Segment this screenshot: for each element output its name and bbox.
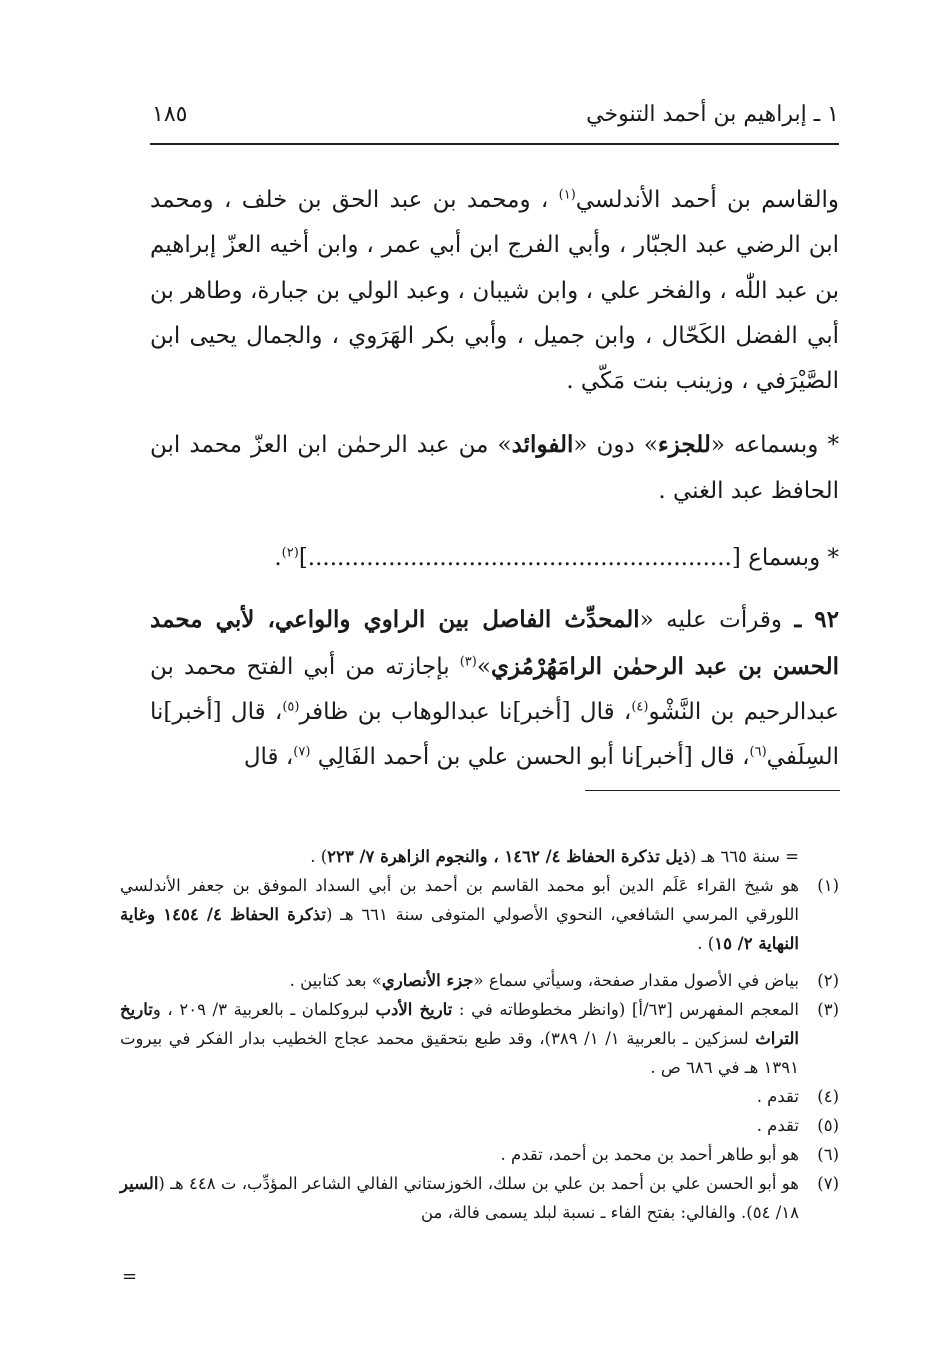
text-run: ١٨/ ٥٤). والفالي: بفتح الفاء ـ نسبة لبلد يسمى فالة، من — [421, 1203, 799, 1222]
footnote-ref-6: (٦) — [749, 744, 767, 760]
continuation-mark: = — [122, 1266, 138, 1287]
footnote-5 — [120, 1111, 839, 1140]
footnote-continuation — [120, 842, 839, 871]
bold-ref: تذكرة الحفاظ ٤/ ١٤٥٤ وغاية النهاية ٢/ ١٥ — [120, 905, 799, 953]
footnotes — [120, 842, 839, 1227]
text-run: » بعد كتابين . — [289, 971, 382, 990]
text-run: المعجم المفهرس [٦٣/أ] (وانظر مخطوطاته في : — [452, 1000, 799, 1019]
main-text — [150, 178, 839, 781]
paragraph-sama-juz — [150, 422, 839, 514]
text-run: ) . — [697, 934, 715, 953]
text-run: لسزكين ـ بالعربية ١/ ١/ ٣٨٩)، وقد طبع بتحقيق محمد عجاج الخطيب بدار الفكر في بيروت ١٣٩١ هـ في ٦٨٦ ص . — [120, 1029, 799, 1077]
footnote-number: (٦) — [817, 1145, 839, 1164]
text-run: * وبسماعه « — [710, 432, 839, 459]
text-run: وقرأت عليه « — [639, 607, 795, 634]
footnote-1 — [120, 871, 839, 958]
text-run: هو أبو الحسن علي بن أحمد بن علي بن سلك، الخوزستاني الفالي الشاعر المؤدِّب، ت ٤٤٨ هـ ( — [158, 1174, 800, 1193]
footnote-ref-3: (٣) — [459, 654, 477, 670]
footnote-number: (٥) — [817, 1116, 839, 1135]
page-number: ١٨٥ — [152, 102, 188, 127]
header-rule — [150, 143, 839, 145]
footnote-7 — [120, 1169, 839, 1227]
text-run: » — [476, 653, 491, 680]
text-run: ، قال [أخبر]نا عبدالوهاب بن ظافر — [299, 698, 632, 725]
text-run: ، قال [أخبر]نا السِلَفي — [150, 698, 839, 771]
paragraph-item-92 — [150, 597, 839, 780]
text-run: . — [274, 545, 282, 572]
text-run: هو أبو طاهر أحمد بن محمد بن أحمد، تقدم . — [500, 1145, 799, 1164]
bold-ref: ذيل تذكرة الحفاظ ٤/ ١٤٦٢ ، والنجوم الزاهرة ٧/ ٢٢٣ — [327, 847, 690, 866]
bold-title: للجزء — [657, 431, 711, 459]
text-run: والقاسم بن أحمد الأندلسي — [575, 187, 840, 213]
text-run: بإجازته من أبي الفتح محمد بن عبدالرحيم بن النَّشْو — [150, 653, 839, 725]
text-run: = سنة ٦٦٥ هـ ( — [689, 847, 799, 866]
text-run: ، قال — [243, 744, 294, 771]
footnote-number: (٢) — [817, 971, 839, 990]
footnote-6 — [120, 1140, 839, 1169]
bold-title: الفوائد — [511, 431, 574, 459]
bold-ref: تاريخ التراث — [120, 1000, 800, 1048]
bold-ref: السير — [120, 1174, 159, 1193]
footnote-ref-1: (١) — [558, 187, 576, 203]
text-run: » من عبد الرحمٰن ابن العزّ محمد ابن الحافظ عبد الغني . — [150, 432, 839, 504]
paragraph-teachers — [150, 178, 839, 404]
footnote-number: (١) — [817, 876, 839, 895]
text-run: ) . — [310, 847, 328, 866]
text-run: تقدم . — [756, 1116, 799, 1135]
footnote-number: (٤) — [817, 1087, 839, 1106]
running-header — [150, 98, 839, 138]
footnote-3 — [120, 995, 839, 1082]
text-run: ، قال [أخبر]نا أبو الحسن علي بن أحمد الفَالِي — [310, 744, 750, 771]
footnote-ref-2: (٢) — [281, 545, 299, 561]
dotted-blank: .......................................................... — [307, 545, 732, 572]
chapter-title: ١ ـ إبراهيم بن أحمد التنوخي — [586, 102, 839, 127]
book-title: المحدِّث الفاصل بين الراوي والواعي، لأبي محمد الحسن بن عبد الرحمٰن الرامَهُرْمُزي — [150, 606, 839, 680]
text-run: ] — [298, 545, 308, 572]
text-run: لبروكلمان ـ بالعربية ٣/ ٢٠٩ ، و — [152, 1000, 376, 1019]
paragraph-sama-blank — [150, 536, 839, 581]
item-number: ٩٢ ـ — [794, 606, 840, 634]
text-run: بياض في الأصول مقدار صفحة، وسيأتي سماع « — [473, 971, 799, 990]
bold-ref: تاريخ الأدب — [375, 1000, 453, 1019]
text-run: هو شيخ القراء عَلَم الدين أبو محمد القاسم بن أحمد بن أبي السداد الموفق بن جعفر الأندلسي اللورقي المرسي الشافعي، النحوي الأصولي المتوفى سنة ٦٦١ هـ ( — [120, 876, 799, 924]
text-run: ، ومحمد بن عبد الحق بن خلف ، ومحمد ابن الرضي عبد الجبّار ، وأبي الفرج ابن أبي عمر ، وابن أخيه العزّ إبراهيم بن عبد اللّٰه ، والفخر علي ، وابن شيبان ، وعبد الولي بن جبارة، وطاهر بن أبي الفضل الكَحّال ، وابن جميل ، وأبي بكر الهَرَوي ، والجمال يحيى ابن الصَّيْرَفي ، وزينب بنت مَكّي . — [150, 187, 839, 395]
text-run: * وبسماع [ — [731, 545, 839, 572]
text-run: » دون « — [573, 432, 658, 459]
footnote-separator — [585, 790, 840, 791]
footnote-number: (٣) — [817, 1000, 839, 1019]
footnote-2 — [120, 966, 839, 995]
bold-ref: جزء الأنصاري — [381, 971, 474, 990]
footnote-4 — [120, 1082, 839, 1111]
footnote-number: (٧) — [817, 1174, 839, 1193]
footnote-ref-5: (٥) — [282, 699, 300, 715]
text-run: تقدم . — [756, 1087, 799, 1106]
footnote-ref-4: (٤) — [631, 699, 649, 715]
footnote-ref-7: (٧) — [293, 744, 311, 760]
